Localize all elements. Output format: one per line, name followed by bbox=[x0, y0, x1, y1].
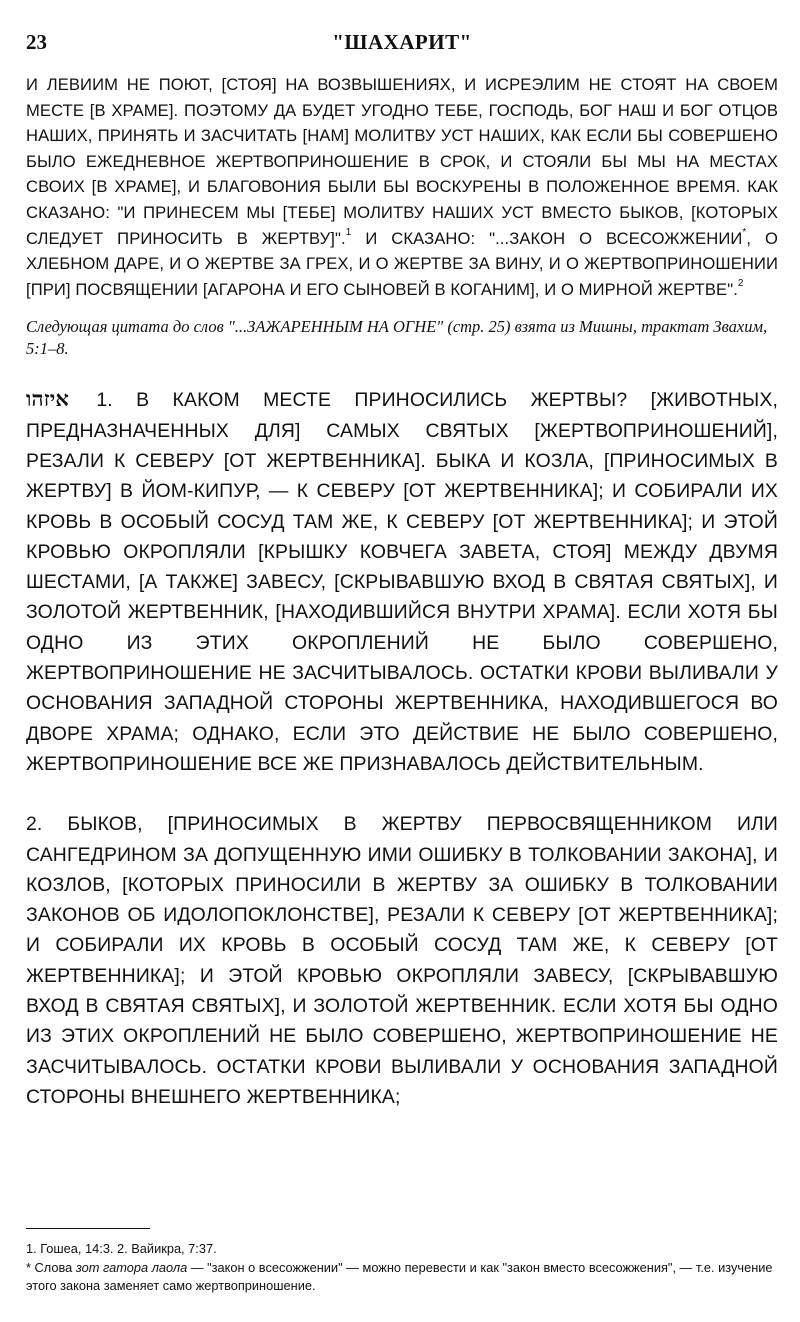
page-header bbox=[26, 30, 778, 58]
hebrew-opening-word: איזהו bbox=[26, 386, 70, 412]
running-head: "ШАХАРИТ" bbox=[332, 30, 472, 54]
footnote-ref-2: 2 bbox=[737, 278, 744, 290]
footnote-explanation: — "закон о всесожжении" — можно перевести и как "закон вместо всесожжения", — т.е. изучение этого закона заменяет само жертвоприношение. bbox=[26, 1259, 773, 1293]
footnote-line-2 bbox=[26, 1259, 778, 1296]
footnote-divider bbox=[26, 1228, 150, 1229]
prayer-text-1: И ЛЕВИИМ НЕ ПОЮТ, [СТОЯ] НА ВОЗВЫШЕНИЯХ, И ИСРЕЭЛИМ НЕ СТОЯТ НА СВОЕМ МЕСТЕ [В ХРАМЕ]. ПОЭТОМУ ДА БУДЕТ УГОДНО ТЕБЕ, ГОСПОДЬ, БОГ НАШ И БОГ ОТЦОВ НАШИХ, ПРИНЯТЬ И ЗАСЧИТАТЬ [НАМ] МОЛИТВУ УСТ НАШИХ, КАК ЕСЛИ БЫ СОВЕРШЕНО БЫЛО ЕЖЕДНЕВНОЕ ЖЕРТВОПРИНОШЕНИЕ В СРОК, И СТОЯЛИ БЫ МЫ НА МЕСТАХ СВОИХ [В ХРАМЕ], И БЛАГОВОНИЯ БЫЛИ БЫ ВОСКУРЕНЫ В ПОЛОЖЕННОЕ ВРЕМЯ. КАК СКАЗАНО: "И ПРИНЕСЕМ МЫ [ТЕБЕ] МОЛИТВУ НАШИХ УСТ ВМЕСТО БЫКОВ, [КОТОРЫХ СЛЕДУЕТ ПРИНОСИТЬ В ЖЕРТВУ]". bbox=[26, 75, 778, 248]
footnote-line-1: 1. Гошеа, 14:3. 2. Вайикра, 7:37. bbox=[26, 1241, 217, 1256]
mishnah-text-1: 1. В КАКОМ МЕСТЕ ПРИНОСИЛИСЬ ЖЕРТВЫ? [ЖИВОТНЫХ, ПРЕДНАЗНАЧЕННЫХ ДЛЯ] САМЫХ СВЯТЫХ [ЖЕРТВОПРИНОШЕНИЙ], РЕЗАЛИ К СЕВЕРУ [ОТ ЖЕРТВЕННИКА]. БЫКА И КОЗЛА, [ПРИНОСИМЫХ В ЖЕРТВУ] В ЙОМ-КИПУР, — К СЕВЕРУ [ОТ ЖЕРТВЕННИКА]; И СОБИРАЛИ ИХ КРОВЬ В ОСОБЫЙ СОСУД ТАМ ЖЕ, К СЕВЕРУ [ОТ ЖЕРТВЕННИКА]; И ЭТОЙ КРОВЬЮ ОКРОПЛЯЛИ [КРЫШКУ КОВЧЕГА ЗАВЕТА, СТОЯ] МЕЖДУ ДВУМЯ ШЕСТАМИ, [А ТАКЖЕ] ЗАВЕСУ, [СКРЫВАВШУЮ ВХОД В СВЯТАЯ СВЯТЫХ], И ЗОЛОТОЙ ЖЕРТВЕННИК, [НАХОДИВШИЙСЯ ВНУТРИ ХРАМА]. ЕСЛИ ХОТЯ БЫ ОДНО ИЗ ЭТИХ ОКРОПЛЕНИЙ НЕ БЫЛО СОВЕРШЕНО, ЖЕРТВОПРИНОШЕНИЕ НЕ ЗАСЧИТЫВАЛОСЬ. ОСТАТКИ КРОВИ ВЫЛИВАЛИ У ОСНОВАНИЯ ЗАПАДНОЙ СТОРОНЫ ЖЕРТВЕННИКА, НАХОДИВШЕГОСЯ ВО ДВОРЕ ХРАМА; ОДНАКО, ЕСЛИ ЭТО ДЕЙСТВИЕ НЕ БЫЛО СОВЕРШЕНО, ЖЕРТВОПРИНОШЕНИЕ ВСЕ ЖЕ ПРИЗНАВАЛОСЬ ДЕЙСТВИТЕЛЬНЫМ. bbox=[26, 389, 778, 775]
page bbox=[26, 30, 778, 1112]
source-note: Следующая цитата до слов "...ЗАЖАРЕННЫМ НА ОГНЕ" (стр. 25) взята из Мишны, трактат Звахим, 5:1–8. bbox=[26, 317, 768, 359]
mishnah-paragraph-2: 2. БЫКОВ, [ПРИНОСИМЫХ В ЖЕРТВУ ПЕРВОСВЯЩЕННИКОМ ИЛИ САНГЕДРИНОМ ЗА ДОПУЩЕННУЮ ИМИ ОШИБКУ В ТОЛКОВАНИИ ЗАКОНА], И КОЗЛОВ, [КОТОРЫХ ПРИНОСИЛИ В ЖЕРТВУ ЗА ОШИБКУ В ТОЛКОВАНИИ ЗАКОНОВ ОБ ИДОЛОПОКЛОНСТВЕ], РЕЗАЛИ К СЕВЕРУ [ОТ ЖЕРТВЕННИКА]; И СОБИРАЛИ ИХ КРОВЬ В ОСОБЫЙ СОСУД ТАМ ЖЕ, К СЕВЕРУ [ОТ ЖЕРТВЕННИКА]; И ЭТОЙ КРОВЬЮ ОКРОПЛЯЛИ ЗАВЕСУ, [СКРЫВАВШУЮ ВХОД В СВЯТАЯ СВЯТЫХ], И ЗОЛОТОЙ ЖЕРТВЕННИК. ЕСЛИ ХОТЯ БЫ ОДНО ИЗ ЭТИХ ОКРОПЛЕНИЙ НЕ БЫЛО СОВЕРШЕНО, ЖЕРТВОПРИНОШЕНИЕ НЕ ЗАСЧИТЫВАЛОСЬ. ОСТАТКИ КРОВИ ВЫЛИВАЛИ У ОСНОВАНИЯ ЗАПАДНОЙ СТОРОНЫ ВНЕШНЕГО ЖЕРТВЕННИКА; bbox=[26, 813, 778, 1108]
page-number: 23 bbox=[26, 30, 47, 54]
prayer-text-3: , О ХЛЕБНОМ ДАРЕ, И О ЖЕРТВЕ ЗА ГРЕХ, И О ЖЕРТВЕ ЗА ВИНУ, И О ЖЕРТВОПРИНОШЕНИИ [ПРИ] ПОСВЯЩЕНИИ [АГАРОНА И ЕГО СЫНОВЕЙ В КОГАНИМ], И О МИРНОЙ ЖЕРТВЕ". bbox=[26, 228, 779, 299]
prayer-paragraph bbox=[26, 72, 778, 302]
mishnah-paragraph-1 bbox=[26, 384, 778, 779]
prayer-text-2: И СКАЗАНО: "...ЗАКОН О ВСЕСОЖЖЕНИИ bbox=[351, 228, 743, 248]
footnotes bbox=[26, 1240, 778, 1296]
footnote-hebrew-phrase: зот гатора лаола bbox=[75, 1259, 188, 1275]
asterisk-ref: * bbox=[742, 227, 747, 239]
footnote-asterisk-text: * Слова bbox=[26, 1259, 76, 1275]
footnote-ref-1: 1 bbox=[345, 227, 352, 239]
